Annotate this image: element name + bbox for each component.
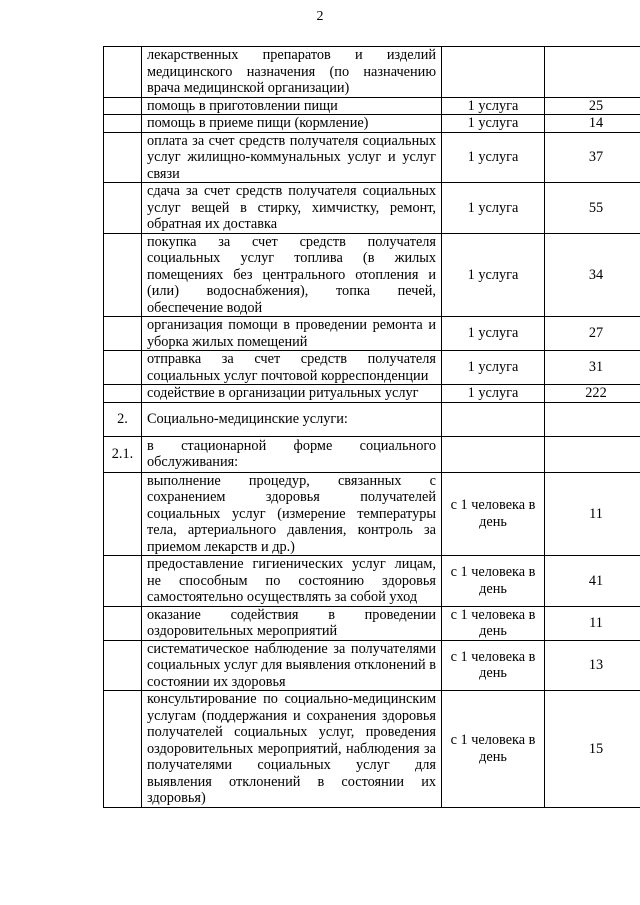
row-number	[104, 97, 142, 115]
service-description: помощь в приготовлении пищи	[142, 97, 442, 115]
service-price: 222	[545, 385, 640, 403]
service-price: 37	[545, 132, 640, 183]
service-description: отправка за счет средств получателя социальных услуг почтовой корреспонденции	[142, 351, 442, 385]
unit-of-measure	[442, 436, 545, 472]
table-row	[104, 556, 640, 607]
table-row	[104, 97, 640, 115]
unit-of-measure: с 1 человека в день	[442, 472, 545, 556]
row-number	[104, 351, 142, 385]
service-price: 15	[545, 691, 640, 808]
unit-of-measure: 1 услуга	[442, 351, 545, 385]
unit-of-measure: 1 услуга	[442, 97, 545, 115]
service-price	[545, 47, 640, 98]
section-number: 2.	[104, 402, 142, 436]
row-number	[104, 606, 142, 640]
service-price: 14	[545, 115, 640, 133]
service-price: 11	[545, 606, 640, 640]
table-row	[104, 385, 640, 403]
service-price	[545, 402, 640, 436]
service-description: систематическое наблюдение за получателями социальных услуг для выявления отклонений в состоянии их здоровья	[142, 640, 442, 691]
row-number	[104, 472, 142, 556]
table-row	[104, 115, 640, 133]
service-price: 13	[545, 640, 640, 691]
row-number	[104, 556, 142, 607]
service-description: оплата за счет средств получателя социальных услуг жилищно-коммунальных услуг и услуг связи	[142, 132, 442, 183]
unit-of-measure: 1 услуга	[442, 317, 545, 351]
service-description: организация помощи в проведении ремонта и уборка жилых помещений	[142, 317, 442, 351]
unit-of-measure: с 1 человека в день	[442, 640, 545, 691]
service-description: лекарственных препаратов и изделий медицинского назначения (по назначению врача медицинской организации)	[142, 47, 442, 98]
service-price: 25	[545, 97, 640, 115]
service-price: 41	[545, 556, 640, 607]
row-number	[104, 47, 142, 98]
table-row	[104, 351, 640, 385]
table-row	[104, 317, 640, 351]
table-row	[104, 183, 640, 234]
section-title: Социально-медицинские услуги:	[142, 402, 442, 436]
table-row	[104, 47, 640, 98]
service-description: сдача за счет средств получателя социальных услуг вещей в стирку, химчистку, ремонт, обратная их доставка	[142, 183, 442, 234]
unit-of-measure: 1 услуга	[442, 385, 545, 403]
page-number: 2	[316, 9, 324, 24]
unit-of-measure: 1 услуга	[442, 183, 545, 234]
service-description: содействие в организации ритуальных услуг	[142, 385, 442, 403]
table-row	[104, 691, 640, 808]
service-price	[545, 436, 640, 472]
row-number	[104, 640, 142, 691]
service-price: 34	[545, 233, 640, 317]
unit-of-measure: с 1 человека в день	[442, 691, 545, 808]
row-number	[104, 691, 142, 808]
row-number	[104, 115, 142, 133]
unit-of-measure: 1 услуга	[442, 132, 545, 183]
service-description: выполнение процедур, связанных с сохранением здоровья получателей социальных услуг (измерение температуры тела, артериального давления, контроль за приемом лекарств и др.)	[142, 472, 442, 556]
subsection-number: 2.1.	[104, 436, 142, 472]
subsection-title: в стационарной форме социального обслуживания:	[142, 436, 442, 472]
unit-of-measure	[442, 402, 545, 436]
table-row-subsection	[104, 436, 640, 472]
row-number	[104, 317, 142, 351]
service-price: 55	[545, 183, 640, 234]
service-description: покупка за счет средств получателя социальных услуг топлива (в жилых помещениях без центрального отопления и (или) водоснабжения), топка печей, обеспечение водой	[142, 233, 442, 317]
table-row-section	[104, 402, 640, 436]
unit-of-measure	[442, 47, 545, 98]
service-description: консультирование по социально-медицинским услугам (поддержания и сохранения здоровья получателей социальных услуг, проведения оздоровительных мероприятий, наблюдения за получателями социальных услуг для выявления отклонений в состоянии их здоровья)	[142, 691, 442, 808]
row-number	[104, 132, 142, 183]
row-number	[104, 385, 142, 403]
service-price: 27	[545, 317, 640, 351]
service-description: предоставление гигиенических услуг лицам, не способным по состоянию здоровья самостоятельно осуществлять за собой уход	[142, 556, 442, 607]
unit-of-measure: с 1 человека в день	[442, 606, 545, 640]
service-description: помощь в приеме пищи (кормление)	[142, 115, 442, 133]
service-description: оказание содействия в проведении оздоровительных мероприятий	[142, 606, 442, 640]
table-row	[104, 132, 640, 183]
row-number	[104, 183, 142, 234]
service-price: 11	[545, 472, 640, 556]
table-row	[104, 606, 640, 640]
table-row	[104, 233, 640, 317]
services-price-table	[103, 46, 640, 808]
row-number	[104, 233, 142, 317]
table-row	[104, 472, 640, 556]
unit-of-measure: с 1 человека в день	[442, 556, 545, 607]
service-price: 31	[545, 351, 640, 385]
unit-of-measure: 1 услуга	[442, 233, 545, 317]
table-row	[104, 640, 640, 691]
unit-of-measure: 1 услуга	[442, 115, 545, 133]
